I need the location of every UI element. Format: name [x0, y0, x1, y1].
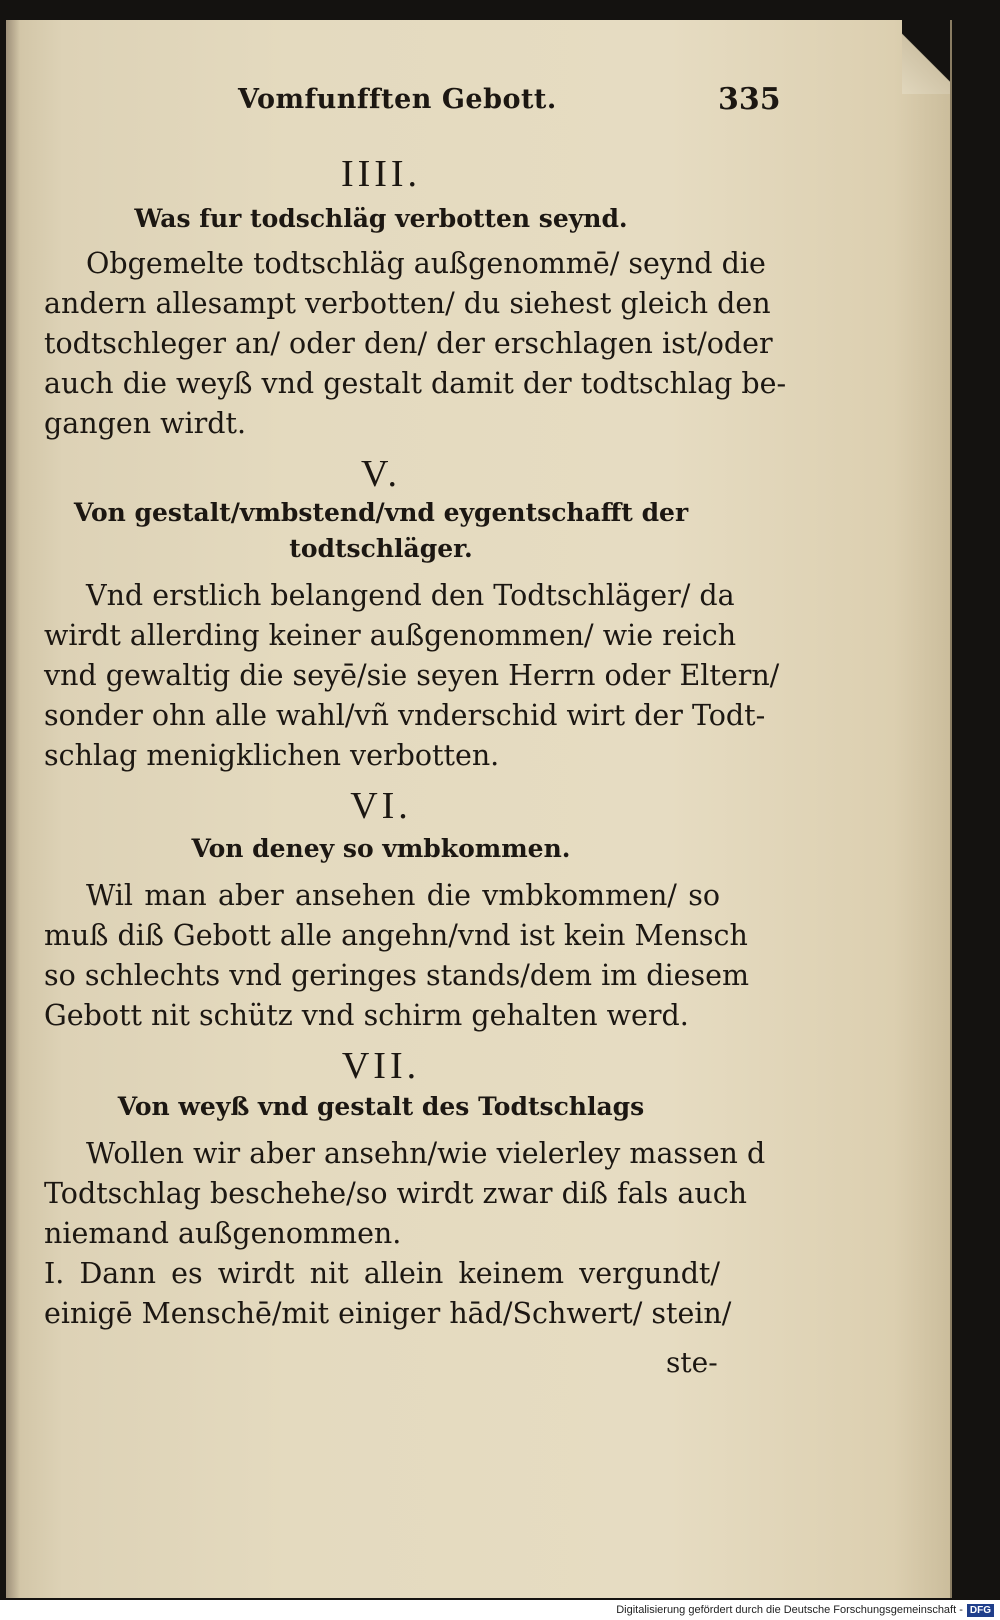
section-number: VI. [350, 785, 412, 827]
body-line: auch die weyß vnd gestalt damit der todtschlag be- [44, 367, 787, 400]
page-text [6, 20, 950, 1598]
body-line: sonder ohn alle wahl/vñ vnderschid wirt der Todt- [44, 699, 766, 732]
footer-credit: Digitalisierung gefördert durch die Deutsche Forschungsgemeinschaft - [616, 1604, 963, 1616]
section-heading: Von weyß vnd gestalt des Todtschlags [117, 1092, 645, 1121]
body-line: Gebott nit schütz vnd schirm gehalten werd. [44, 999, 689, 1032]
section-heading: Was fur todschläg verbotten seynd. [134, 204, 628, 233]
body-line: gangen wirdt. [44, 407, 247, 440]
running-head: Vomfunfften Gebott. [238, 84, 557, 115]
body-line: muß diß Gebott alle angehn/vnd ist kein Mensch [44, 919, 748, 952]
body-line: einigē Menschē/mit einiger hād/Schwert/ stein/ [44, 1297, 732, 1330]
body-line: Obgemelte todtschläg außgenommē/ seynd die [86, 247, 766, 280]
section-heading: Von gestalt/vmbstend/vnd eygentschafft der [73, 498, 689, 527]
section-heading: todtschläger. [289, 534, 473, 563]
catchword: ste- [666, 1346, 718, 1379]
body-line: andern allesampt verbotten/ du siehest gleich den [44, 287, 771, 320]
digitization-footer [0, 1600, 1000, 1620]
body-line: so schlechts vnd geringes stands/dem im diesem [44, 959, 750, 992]
section-number: VII. [341, 1045, 421, 1087]
body-line: Vnd erstlich belangend den Todtschläger/ da [86, 579, 735, 612]
body-line: schlag menigklichen verbotten. [44, 739, 500, 772]
body-line: I. Dann es wirdt nit allein keinem vergundt/ [44, 1257, 720, 1290]
page-number: 335 [718, 82, 781, 117]
body-line: Wil man aber ansehen die vmbkommen/ so [86, 879, 720, 912]
section-heading: Von deney so vmbkommen. [191, 834, 571, 863]
book-page [6, 20, 952, 1598]
section-number: V. [360, 453, 402, 495]
body-line: wirdt allerding keiner außgenommen/ wie reich [44, 619, 737, 652]
body-line: Todtschlag beschehe/so wirdt zwar diß fals auch [44, 1177, 748, 1210]
section-number: IIII. [340, 153, 422, 195]
body-line: todtschleger an/ oder den/ der erschlagen ist/oder [44, 327, 773, 360]
body-line: vnd gewaltig die seyē/sie seyen Herrn oder Eltern/ [44, 659, 780, 692]
dfg-logo-icon: DFG [967, 1604, 994, 1617]
body-line: niemand außgenommen. [44, 1217, 402, 1250]
body-line: Wollen wir aber ansehn/wie vielerley massen d [86, 1137, 766, 1170]
